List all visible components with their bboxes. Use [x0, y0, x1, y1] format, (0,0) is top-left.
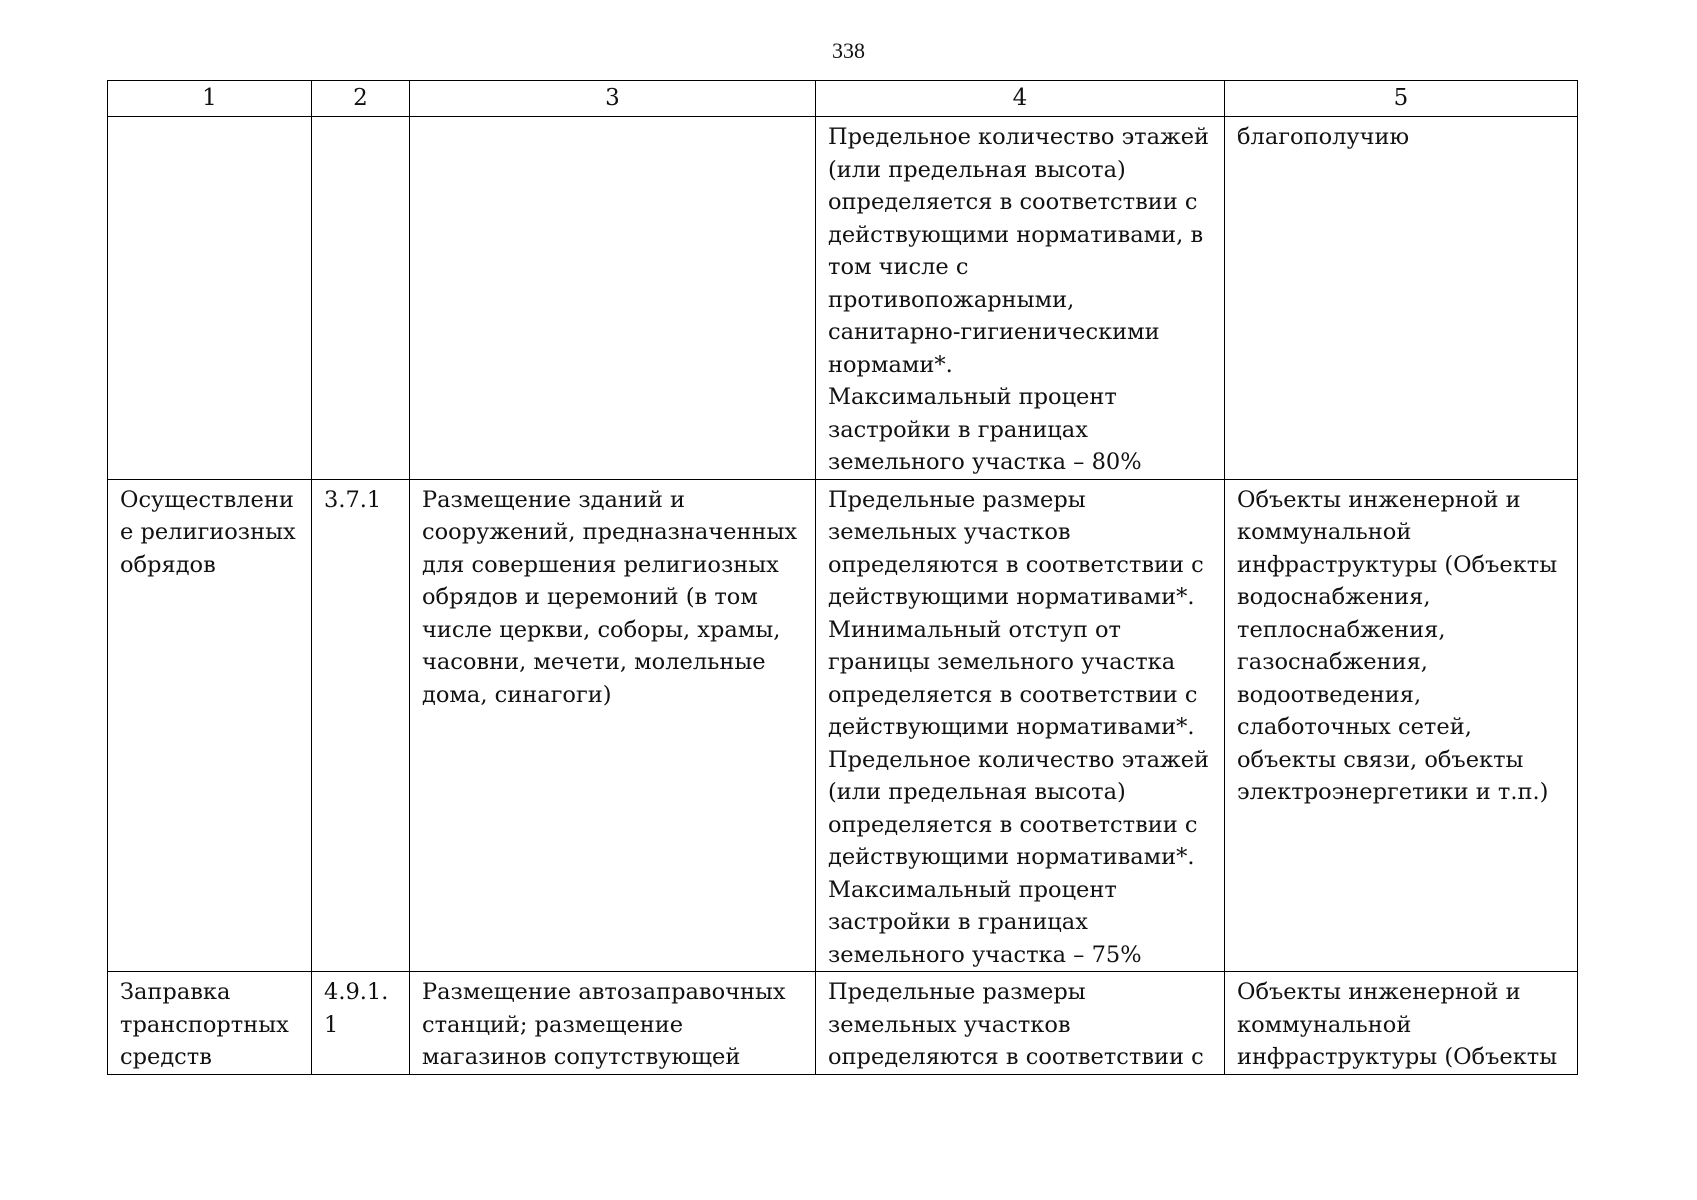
cell-text: Объекты инженерной и коммунальной инфраструктуры (Объекты водоснабжения, теплоснабжения, газоснабжения, водоотведения, слаботочных сетей, объекты связи, объекты электроэнергетики и т.п.)	[1237, 486, 1558, 805]
cell-text: Предельное количество этажей (или предельная высота) определяется в соответствии с действующими нормативами, в том числе с противопожарными, санитарно-гигиеническими нормами*. Максимальный процент застройки в границах земельного участка – 80%	[828, 124, 1210, 475]
table-row	[108, 972, 1578, 1075]
cell-parameters	[816, 972, 1225, 1075]
page-number: 338	[832, 38, 865, 63]
table-header-row	[108, 81, 1578, 117]
cell-code	[312, 117, 410, 480]
cell-text: благополучию	[1237, 124, 1410, 150]
cell-auxiliary-objects	[1225, 117, 1578, 480]
cell-parameters	[816, 117, 1225, 480]
zoning-regulations-table	[107, 80, 1578, 1075]
cell-text: Размещение зданий и сооружений, предназначенных для совершения религиозных обрядов и церемоний (в том числе церкви, соборы, храмы, часовни, мечети, молельные дома, синагоги)	[422, 486, 798, 708]
header-col-1: 1	[108, 81, 312, 117]
cell-auxiliary-objects	[1225, 479, 1578, 972]
header-col-4: 4	[816, 81, 1225, 117]
cell-text: Заправка транспортных средств	[120, 979, 289, 1070]
cell-use-type	[108, 117, 312, 480]
table-row	[108, 479, 1578, 972]
cell-description	[410, 117, 816, 480]
header-col-2: 2	[312, 81, 410, 117]
cell-text: Предельные размеры земельных участков определяются в соответствии с действующими нормативами*. Минимальный отступ от границы земельного участка определяется в соответствии с действующими нормативами*. Предельное количество этажей (или предельная высота) определяется в соответствии с действующими нормативами*. Максимальный процент застройки в границах земельного участка – 75%	[828, 486, 1210, 968]
cell-use-type	[108, 479, 312, 972]
cell-auxiliary-objects	[1225, 972, 1578, 1075]
cell-text: 4.9.1.1	[324, 979, 389, 1038]
cell-text: Размещение автозаправочных станций; размещение магазинов сопутствующей	[422, 979, 786, 1070]
cell-code	[312, 972, 410, 1075]
cell-parameters	[816, 479, 1225, 972]
cell-description	[410, 972, 816, 1075]
cell-text: Осуществлени е религиозных обрядов	[120, 486, 296, 578]
cell-code	[312, 479, 410, 972]
cell-use-type	[108, 972, 312, 1075]
cell-text: 3.7.1	[324, 486, 382, 513]
cell-text: Предельные размеры земельных участков определяются в соответствии с	[828, 979, 1204, 1070]
header-col-3: 3	[410, 81, 816, 117]
cell-text: Объекты инженерной и коммунальной инфраструктуры (Объекты	[1237, 979, 1558, 1070]
cell-description	[410, 479, 816, 972]
header-col-5: 5	[1225, 81, 1578, 117]
table-row	[108, 117, 1578, 480]
